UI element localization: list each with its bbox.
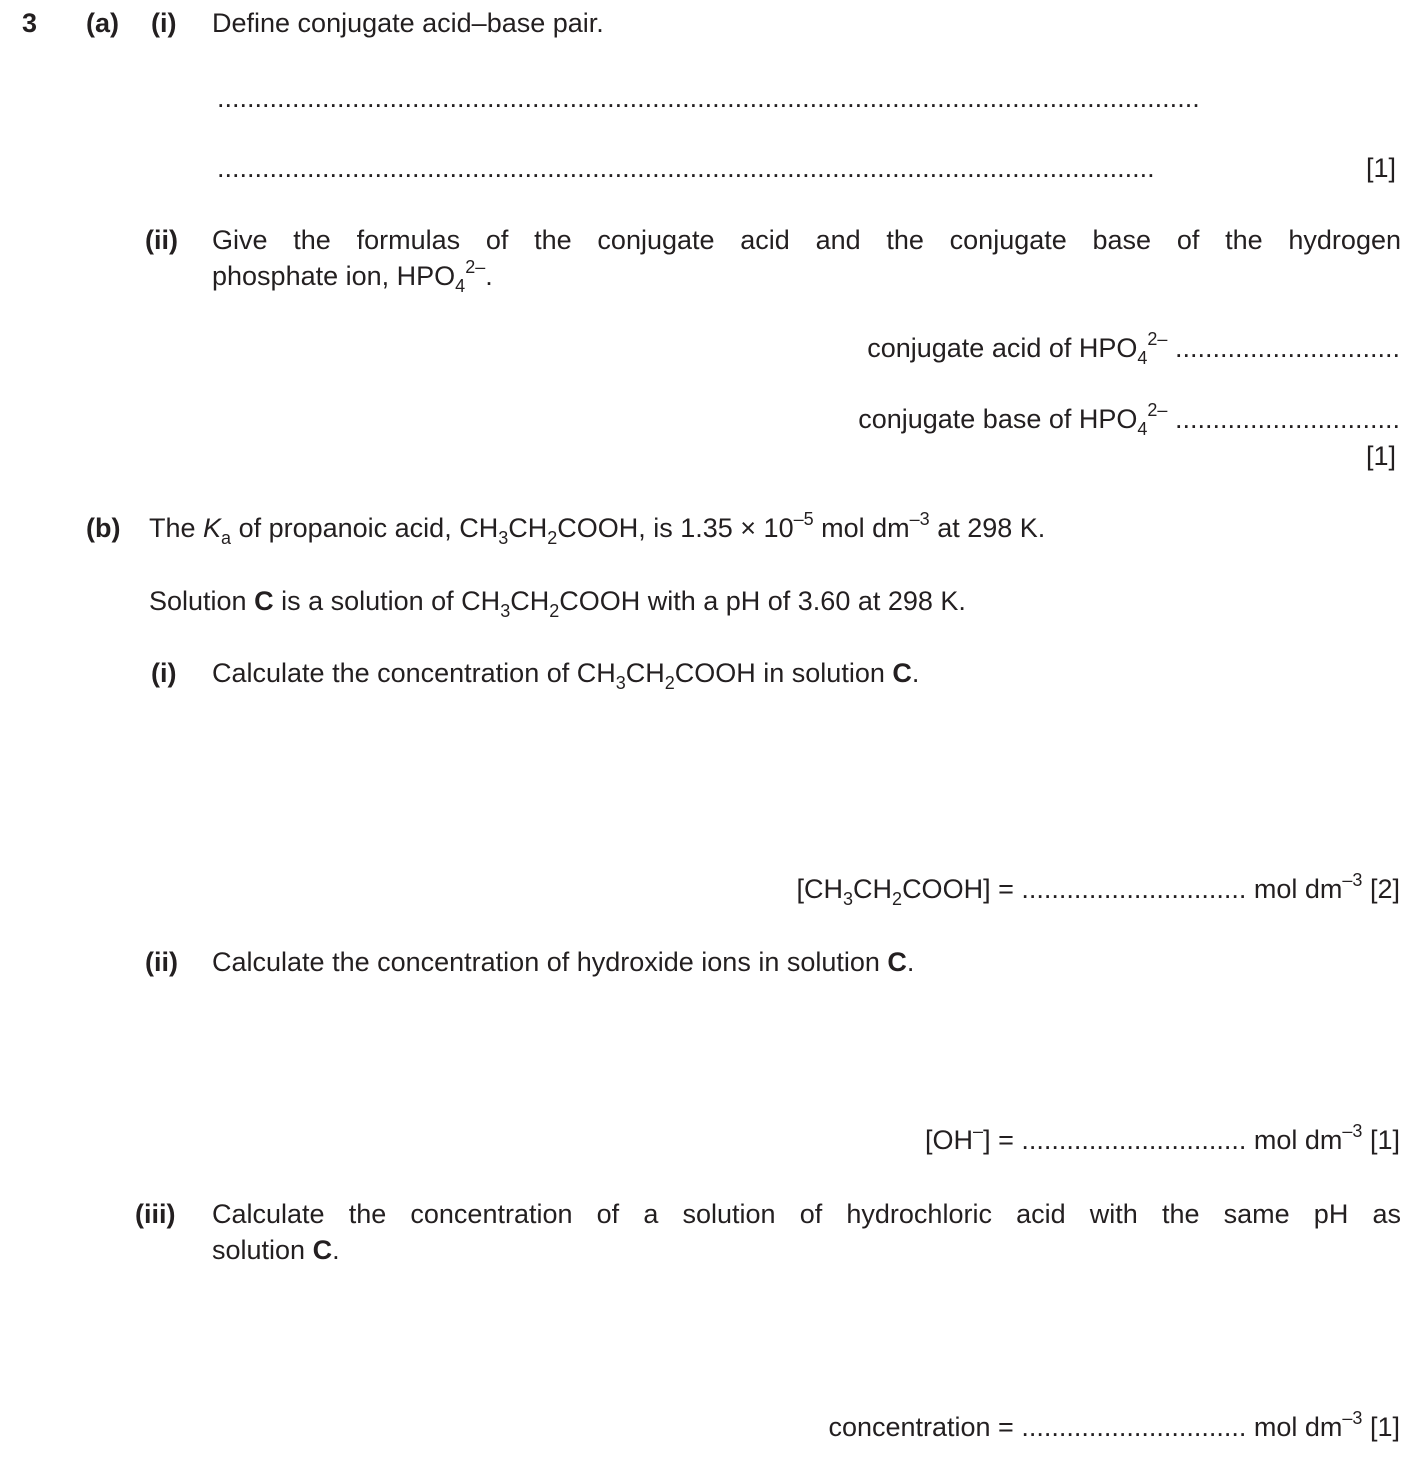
part-a-ii-prompt-line2: phosphate ion, $HPO_4^{2-}$. bbox=[212, 257, 493, 296]
answer-b-iii-field[interactable]: .............................. bbox=[1021, 1412, 1247, 1442]
part-b-ii-prompt: Calculate the concentration of hydroxide ions in solution C. bbox=[212, 947, 915, 977]
answer-b-ii-row: [OH–] = .............................. mol $dm^{-3}$ [1] bbox=[925, 1121, 1400, 1155]
part-b-label: (b) bbox=[86, 513, 121, 543]
part-b-iii-prompt-line1: Calculate the concentration of a solution of hydrochloric acid with the same pH as bbox=[212, 1199, 1401, 1229]
part-b-i-label: (i) bbox=[151, 658, 177, 688]
answer-b-ii-field[interactable]: .............................. bbox=[1021, 1125, 1247, 1155]
marks-b-i: [2] bbox=[1369, 874, 1400, 904]
marks-b-ii: [1] bbox=[1369, 1125, 1400, 1155]
answer-b-i-field[interactable]: .............................. bbox=[1021, 874, 1247, 904]
conjugate-base-answer[interactable]: .............................. bbox=[1174, 404, 1400, 434]
part-b-iii-label: (iii) bbox=[135, 1199, 176, 1229]
part-b-iii-prompt-line2: solution C. bbox=[212, 1235, 340, 1265]
part-a-ii-label: (ii) bbox=[145, 225, 178, 255]
part-a-i-prompt: Define conjugate acid–base pair. bbox=[212, 8, 604, 38]
part-a-ii-prompt-line1: Give the formulas of the conjugate acid and the conjugate base of the hydrogen bbox=[212, 225, 1401, 255]
answer-line-1[interactable]: ................................................................................................................................... bbox=[217, 85, 1200, 112]
part-b-i-prompt: Calculate the concentration of $CH_3CH_2COOH$ in solution C. bbox=[212, 658, 920, 693]
part-a-i-label: (i) bbox=[151, 8, 177, 38]
question-number: 3 bbox=[22, 8, 38, 38]
part-b-ii-label: (ii) bbox=[145, 947, 178, 977]
part-a-label: (a) bbox=[86, 8, 119, 38]
answer-b-i-row: $[CH_3CH_2COOH]$ = .............................. mol $dm^{-3}$ [2] bbox=[796, 870, 1400, 909]
conjugate-base-row: conjugate base of $HPO_4^{2-}$ .............................. bbox=[858, 400, 1400, 439]
conjugate-acid-answer[interactable]: .............................. bbox=[1174, 333, 1400, 363]
solution-c-statement: Solution C is a solution of $CH_3CH_2COOH$ with a pH of 3.60 at 298 K. bbox=[149, 586, 966, 621]
part-b-stem: The $K_a$ of propanoic acid, $CH_3CH_2COOH$, is $1.35 \times 10^{-5}$ mol $dm^{-3}$ at 298 K. bbox=[149, 509, 1046, 548]
answer-b-iii-row: concentration = .............................. mol $dm^{-3}$ [1] bbox=[828, 1408, 1400, 1442]
answer-line-2[interactable]: ............................................................................................................................. bbox=[217, 155, 1155, 182]
marks-a-i: [1] bbox=[1366, 153, 1397, 183]
conjugate-acid-row: conjugate acid of $HPO_4^{2-}$ .............................. bbox=[867, 329, 1400, 368]
marks-b-iii: [1] bbox=[1369, 1412, 1400, 1442]
marks-a-ii: [1] bbox=[1366, 441, 1397, 471]
